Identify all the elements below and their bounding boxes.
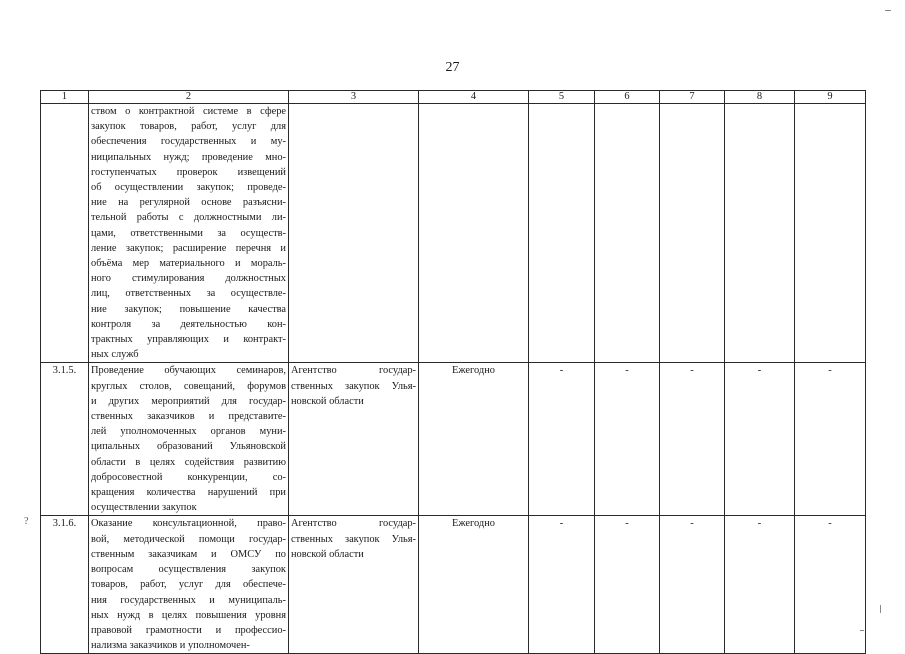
description-line: нализма заказчиков и уполномочен- (91, 640, 250, 652)
description-line: гоступенчатых проверок извещений (91, 166, 286, 178)
description-line: цами, ответственными за осуществ- (91, 227, 286, 239)
responsible-executor (289, 516, 419, 654)
description-line: ственным заказчикам и ОМСУ по (91, 548, 286, 560)
description-line: ния государственных и муниципаль- (91, 594, 286, 606)
scan-mark (880, 605, 881, 613)
value-cell-col-6: - (595, 516, 660, 654)
value-cell-col-6 (595, 104, 660, 363)
responsible-executor (289, 363, 419, 516)
header-col-4: 4 (419, 91, 529, 104)
description-line: правовой грамотности и профессио- (91, 624, 286, 636)
description-line: лей уполномоченных органов муни- (91, 426, 286, 438)
page-number: 27 (445, 60, 460, 75)
table-row (41, 363, 866, 516)
description-line: тельной работы с должностными ли- (91, 212, 286, 224)
value-cell-col-7: - (660, 363, 725, 516)
description-line: об осуществлении закупок; проведе- (91, 182, 286, 194)
description-line: добросовестной конкуренции, со- (91, 471, 286, 483)
responsible-executor (289, 104, 419, 363)
description-line: ственных заказчиков и представите- (91, 411, 286, 423)
execution-period: Ежегодно (419, 516, 529, 654)
value-cell-col-8: - (725, 363, 795, 516)
description-line: ципальных образований Ульяновской (91, 441, 286, 453)
header-col-7: 7 (660, 91, 725, 104)
executor-line: Агентство государ- (291, 365, 416, 377)
value-cell-col-9 (795, 104, 866, 363)
description-line: закупок товаров, работ, услуг для (91, 121, 286, 133)
executor-line: ственных закупок Улья- (291, 533, 416, 545)
value-cell-col-5: - (529, 516, 595, 654)
value-cell-col-9: - (795, 363, 866, 516)
description-line: области в целях содействия развитию (91, 456, 286, 468)
table-row (41, 104, 866, 363)
value-cell-col-7: - (660, 516, 725, 654)
row-number: 3.1.6. (41, 516, 89, 654)
activity-description (89, 363, 289, 516)
value-cell-col-6: - (595, 363, 660, 516)
description-line: Оказание консультационной, право- (91, 518, 286, 530)
header-col-9: 9 (795, 91, 866, 104)
description-line: ние закупок; повышение качества (91, 303, 286, 315)
scan-mark (885, 10, 891, 11)
description-line: вопросам осуществления закупок (91, 564, 286, 576)
row-number: 3.1.5. (41, 363, 89, 516)
header-row (41, 91, 866, 104)
executor-line: Агентство государ- (291, 518, 416, 530)
description-line: осуществлении закупок (91, 502, 197, 514)
description-line: ных служб (91, 349, 139, 361)
value-cell-col-5 (529, 104, 595, 363)
execution-period: Ежегодно (419, 363, 529, 516)
value-cell-col-8 (725, 104, 795, 363)
activity-description (89, 104, 289, 363)
executor-line: новской области (291, 395, 364, 407)
description-line: и других мероприятий для государ- (91, 395, 286, 407)
header-col-1: 1 (41, 91, 89, 104)
description-line: трактных управляющих и контракт- (91, 334, 286, 346)
execution-period (419, 104, 529, 363)
description-line: ление закупок; расширение перечня и (91, 242, 286, 254)
description-line: ного стимулирования должностных (91, 273, 286, 285)
value-cell-col-8: - (725, 516, 795, 654)
description-line: кращения количества нарушений при (91, 487, 286, 499)
description-line: ниципальных нужд; проведение мно- (91, 151, 286, 163)
header-col-3: 3 (289, 91, 419, 104)
executor-line: новской области (291, 548, 364, 560)
description-line: ством о контрактной системе в сфере (91, 106, 286, 117)
description-line: обеспечения государственных и му- (91, 136, 286, 148)
scan-mark (860, 630, 864, 631)
description-line: товаров, работ, услуг для обеспече- (91, 579, 286, 591)
value-cell-col-7 (660, 104, 725, 363)
description-line: контроля за деятельностью кон- (91, 318, 286, 330)
description-line: объёма мер материального и мораль- (91, 258, 286, 270)
description-line: ных нужд в целях повышения уровня (91, 609, 286, 621)
row-number (41, 104, 89, 363)
executor-line: ственных закупок Улья- (291, 380, 416, 392)
description-line: ние на регулярной основе разъясни- (91, 197, 286, 209)
header-col-5: 5 (529, 91, 595, 104)
description-line: круглых столов, совещаний, форумов (91, 380, 286, 392)
header-col-6: 6 (595, 91, 660, 104)
value-cell-col-5: - (529, 363, 595, 516)
margin-mark: ? (24, 516, 29, 527)
header-col-8: 8 (725, 91, 795, 104)
value-cell-col-9: - (795, 516, 866, 654)
table-row (41, 516, 866, 654)
plan-table (40, 90, 866, 654)
description-line: вой, методической помощи государ- (91, 533, 286, 545)
header-col-2: 2 (89, 91, 289, 104)
description-line: лиц, ответственных за осуществле- (91, 288, 286, 300)
activity-description (89, 516, 289, 654)
description-line: Проведение обучающих семинаров, (91, 365, 286, 377)
